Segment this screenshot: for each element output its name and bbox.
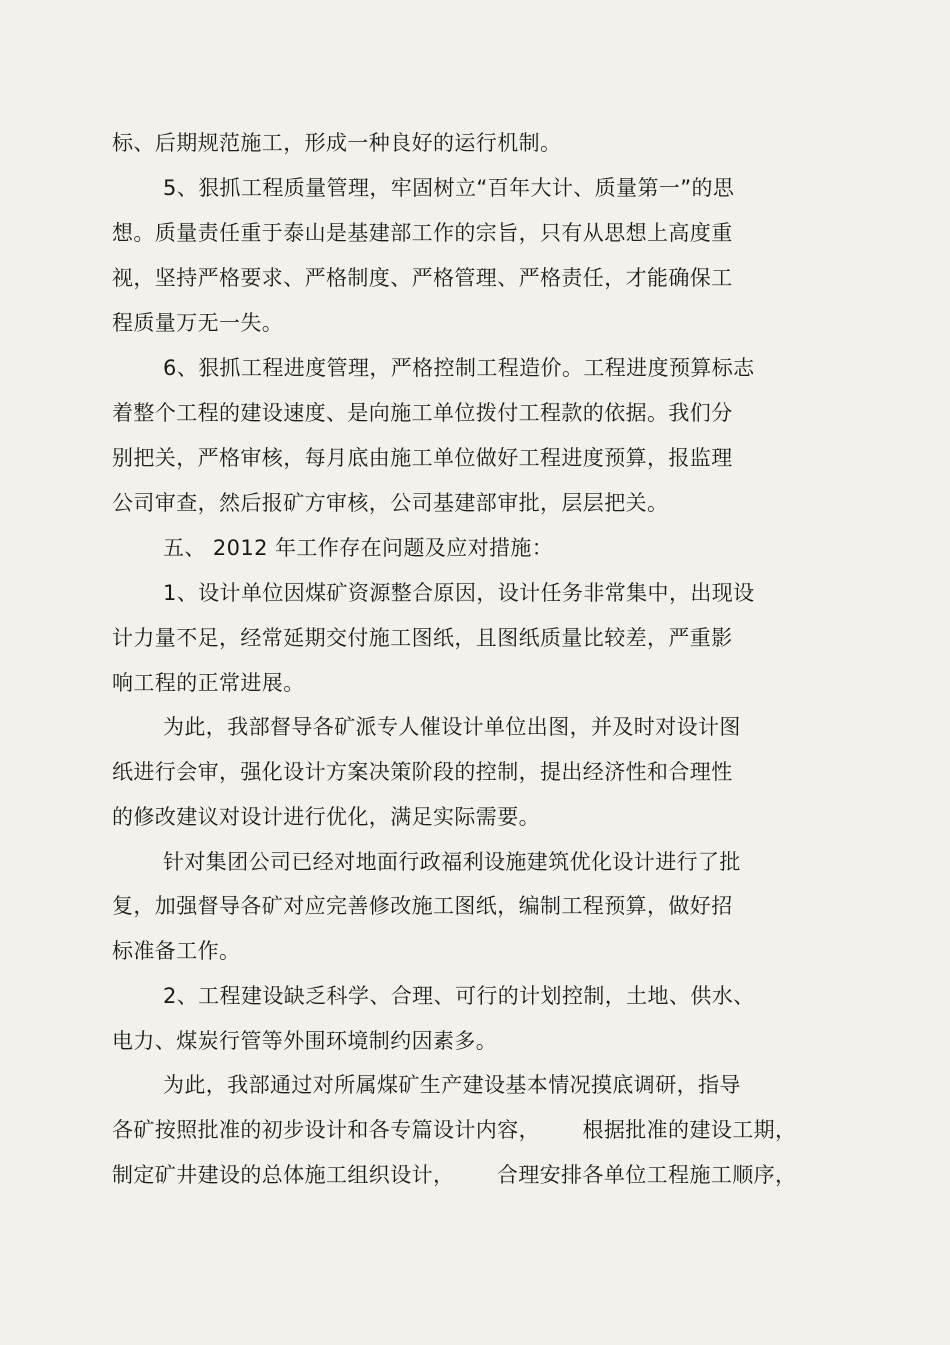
text-line: 纸进行会审，强化设计方案决策阶段的控制，提出经济性和合理性 [112, 760, 733, 784]
text-line: 视，坚持严格要求、严格制度、严格管理、严格责任，才能确保工 [112, 266, 733, 290]
text-line: 5、狠抓工程质量管理，牢固树立“百年大计、质量第一”的思 [163, 176, 735, 200]
text-line: 为此，我部督导各矿派专人催设计单位出图，并及时对设计图 [163, 715, 741, 739]
text-line: 着整个工程的建设速度、是向施工单位拨付工程款的依据。我们分 [112, 401, 733, 425]
text-line: 公司审查，然后报矿方审核，公司基建部审批，层层把关。 [112, 491, 669, 515]
text-line: 为此，我部通过对所属煤矿生产建设基本情况摸底调研，指导 [163, 1073, 741, 1097]
text-line: 别把关，严格审核，每月底由施工单位做好工程进度预算，报监理 [112, 446, 733, 470]
text-line: 电力、煤炭行管等外围环境制约因素多。 [112, 1029, 498, 1053]
text-line: 针对集团公司已经对地面行政福利设施建筑优化设计进行了批 [163, 850, 741, 874]
text-line: 2、工程建设缺乏科学、合理、可行的计划控制，土地、供水、 [163, 984, 755, 1008]
text-line: 制定矿井建设的总体施工组织设计， 合理安排各单位工程施工顺序， [112, 1163, 797, 1187]
text-line: 6、狠抓工程进度管理，严格控制工程造价。工程进度预算标志 [163, 356, 755, 380]
text-line: 程质量万无一失。 [112, 311, 284, 335]
text-line: 复，加强督导各矿对应完善修改施工图纸，编制工程预算，做好招 [112, 894, 733, 918]
section-heading: 五、 2012 年工作存在问题及应对措施： [163, 536, 554, 560]
text-line: 的修改建议对设计进行优化，满足实际需要。 [112, 805, 540, 829]
text-line: 计力量不足，经常延期交付施工图纸，且图纸质量比较差，严重影 [112, 626, 733, 650]
text-line: 各矿按照批准的初步设计和各专篇设计内容， 根据批准的建设工期， [112, 1118, 797, 1142]
text-line: 标准备工作。 [112, 939, 241, 963]
text-line: 标、后期规范施工，形成一种良好的运行机制。 [112, 131, 562, 155]
text-line: 响工程的正常进展。 [112, 671, 305, 695]
text-line: 想。质量责任重于泰山是基建部工作的宗旨，只有从思想上高度重 [112, 221, 733, 245]
text-line: 1、设计单位因煤矿资源整合原因，设计任务非常集中，出现设 [163, 581, 755, 605]
